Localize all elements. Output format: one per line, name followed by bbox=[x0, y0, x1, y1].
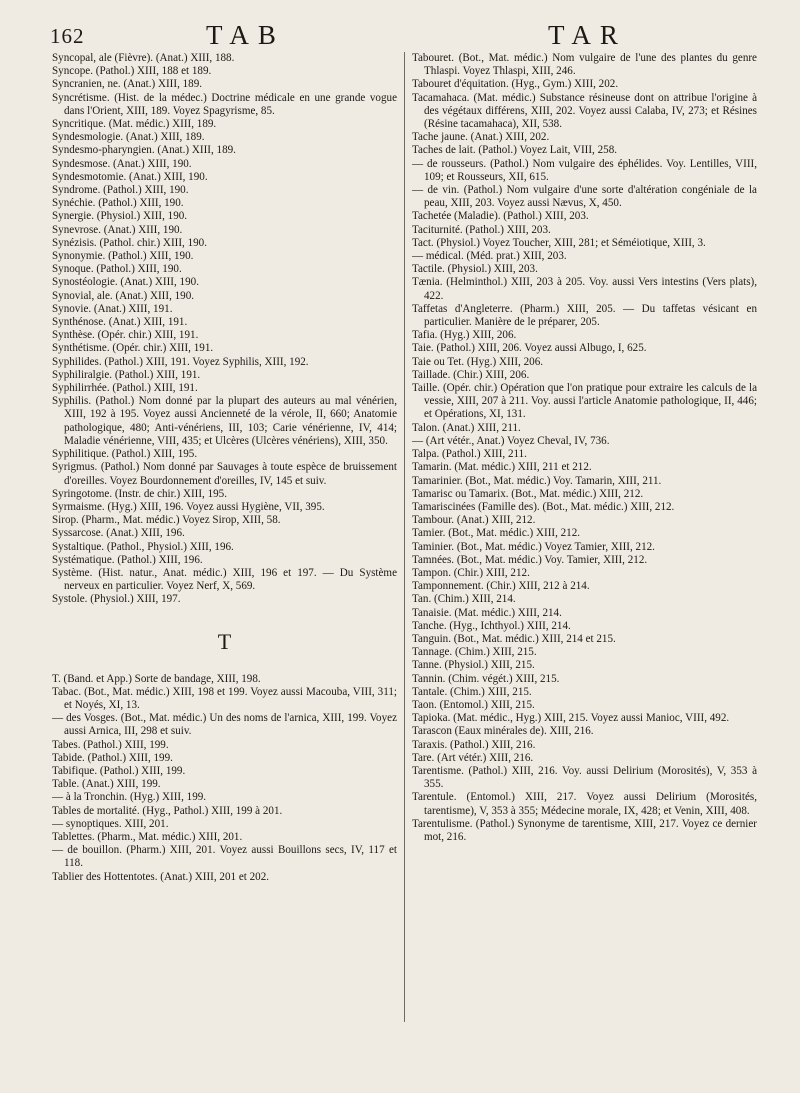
index-entry: Syrmaisme. (Hyg.) XIII, 196. Voyez aussi Hygiène, VII, 395. bbox=[52, 500, 325, 513]
index-entry: — synoptiques. XIII, 201. bbox=[52, 817, 169, 830]
index-entry: — à la Tronchin. (Hyg.) XIII, 199. bbox=[52, 791, 207, 804]
index-entry: Synézisis. (Pathol. chir.) XIII, 190. bbox=[52, 236, 207, 249]
index-entry: Tampon. (Chir.) XIII, 212. bbox=[412, 566, 530, 579]
index-entry: Tarentulisme. (Pathol.) Synonyme de tarentisme, XIII, 217. Voyez ce dernier mot, 216. bbox=[412, 817, 757, 843]
index-entry: Tabide. (Pathol.) XIII, 199. bbox=[52, 751, 173, 764]
index-entry: Tachetée (Maladie). (Pathol.) XIII, 203. bbox=[412, 210, 589, 223]
index-entry: Tanguin. (Bot., Mat. médic.) XIII, 214 et 215. bbox=[412, 632, 616, 645]
index-entry: Tarentule. (Entomol.) XIII, 217. Voyez aussi Delirium (Morosités, tarentisme), V, 353 à 355; Médecine morale, IX, 428; et Venin, XIII, 408. bbox=[412, 791, 757, 817]
index-entry: Syssarcose. (Anat.) XIII, 196. bbox=[52, 527, 185, 540]
index-entry: Taille. (Opér. chir.) Opération que l'on pratique pour extraire les calculs de la vessie, XIII, 207 à 211. Voy. aussi l'article Anatomie pathologique, II, 446; et Opérations, XI, 131. bbox=[412, 382, 757, 421]
index-entry: Tanaisie. (Mat. médic.) XIII, 214. bbox=[412, 606, 562, 619]
index-entry: Syncopal, ale (Fièvre). (Anat.) XIII, 188. bbox=[52, 52, 235, 64]
index-entry: Syndrome. (Pathol.) XIII, 190. bbox=[52, 184, 189, 197]
index-entry: Taie ou Tet. (Hyg.) XIII, 206. bbox=[412, 355, 544, 368]
index-entry: Synergie. (Physiol.) XIII, 190. bbox=[52, 210, 188, 223]
index-entry: Synthèse. (Opér. chir.) XIII, 191. bbox=[52, 329, 199, 342]
page-number: 162 bbox=[50, 24, 85, 48]
column-divider bbox=[404, 52, 405, 1022]
index-entry: Talpa. (Pathol.) XIII, 211. bbox=[412, 448, 527, 461]
index-entry: Syphilides. (Pathol.) XIII, 191. Voyez Syphilis, XIII, 192. bbox=[52, 355, 309, 368]
index-entry: — de vin. (Pathol.) Nom vulgaire d'une sorte d'altération congéniale de la peau, XIII, 203. Voyez aussi Nævus, X, 450. bbox=[412, 184, 757, 210]
index-entry: Tare. (Art vétér.) XIII, 216. bbox=[412, 751, 534, 764]
index-entry: Tabouret. (Bot., Mat. médic.) Nom vulgaire de l'une des plantes du genre Thlaspi. Voyez Thlaspi, XIII, 246. bbox=[412, 52, 757, 78]
index-entry: Syphilis. (Pathol.) Nom donné par la plupart des auteurs au mal vénérien, XIII, 192 à 195. Voyez aussi Ancienneté de la vérole, II, 660; Anatomie pathologique, 480; Anti-vénériens, III, 103; Carie vénérienne, IV, 414; Maladie vénérienne, VIII, 435; et Ulcères (Ulcères vénériens), XIII, 350. bbox=[52, 395, 397, 447]
index-entry: Tænia. (Helminthol.) XIII, 203 à 205. Voy. aussi Vers intestins (Vers plats), 422. bbox=[412, 276, 757, 302]
index-entry: Tabes. (Pathol.) XIII, 199. bbox=[52, 738, 169, 751]
index-entry: Tanche. (Hyg., Ichthyol.) XIII, 214. bbox=[412, 619, 571, 632]
index-entry: Taminier. (Bot., Mat. médic.) Voyez Tamier, XIII, 212. bbox=[412, 540, 655, 553]
index-entry: Tamier. (Bot., Mat. médic.) XIII, 212. bbox=[412, 527, 581, 540]
index-entry: Synovie. (Anat.) XIII, 191. bbox=[52, 302, 173, 315]
index-entry: Synevrose. (Anat.) XIII, 190. bbox=[52, 223, 183, 236]
index-entry: Tact. (Physiol.) Voyez Toucher, XIII, 281; et Séméiotique, XIII, 3. bbox=[412, 236, 706, 249]
index-entry: Tannage. (Chim.) XIII, 215. bbox=[412, 646, 537, 659]
index-entry: Tache jaune. (Anat.) XIII, 202. bbox=[412, 131, 550, 144]
index-entry: Tapioka. (Mat. médic., Hyg.) XIII, 215. Voyez aussi Manioc, VIII, 492. bbox=[412, 712, 730, 725]
index-entry: Table. (Anat.) XIII, 199. bbox=[52, 778, 161, 791]
index-entry: Syncope. (Pathol.) XIII, 188 et 189. bbox=[52, 65, 212, 78]
index-entry: Synoque. (Pathol.) XIII, 190. bbox=[52, 263, 182, 276]
index-entry: Taie. (Pathol.) XIII, 206. Voyez aussi Albugo, I, 625. bbox=[412, 342, 647, 355]
index-entries-ta bbox=[412, 52, 757, 844]
index-entry: Taon. (Entomol.) XIII, 215. bbox=[412, 698, 535, 711]
index-entry: Syndesmose. (Anat.) XIII, 190. bbox=[52, 157, 192, 170]
left-column bbox=[52, 52, 397, 884]
index-entry: Synonymie. (Pathol.) XIII, 190. bbox=[52, 250, 194, 263]
index-entry: Tamarin. (Mat. médic.) XIII, 211 et 212. bbox=[412, 461, 592, 474]
index-entry: Syphilitique. (Pathol.) XIII, 195. bbox=[52, 448, 198, 461]
index-entry: Tantale. (Chim.) XIII, 215. bbox=[412, 685, 532, 698]
index-entries-t bbox=[52, 673, 397, 884]
index-entry: Tamarisc ou Tamarix. (Bot., Mat. médic.) XIII, 212. bbox=[412, 487, 644, 500]
index-entry: Tablettes. (Pharm., Mat. médic.) XIII, 201. bbox=[52, 830, 243, 843]
index-entry: Tamariscinées (Famille des). (Bot., Mat. médic.) XIII, 212. bbox=[412, 500, 675, 513]
index-entry: Tafia. (Hyg.) XIII, 206. bbox=[412, 329, 517, 342]
index-entry: Syphiliralgie. (Pathol.) XIII, 191. bbox=[52, 368, 201, 381]
index-entry: Syndesmo-pharyngien. (Anat.) XIII, 189. bbox=[52, 144, 236, 157]
index-entry: Tan. (Chim.) XIII, 214. bbox=[412, 593, 516, 606]
index-entry: Tarentisme. (Pathol.) XIII, 216. Voy. aussi Delirium (Morosités), V, 353 à 355. bbox=[412, 764, 757, 791]
section-letter-t: T bbox=[217, 628, 232, 654]
right-column bbox=[412, 52, 757, 844]
index-entry: T. (Band. et App.) Sorte de bandage, XIII, 198. bbox=[52, 672, 261, 685]
index-entry: Syncranien, ne. (Anat.) XIII, 189. bbox=[52, 78, 203, 91]
index-entry: Tactile. (Physiol.) XIII, 203. bbox=[412, 263, 538, 276]
index-entry: — (Art vétér., Anat.) Voyez Cheval, IV, 736. bbox=[412, 434, 610, 447]
index-entry: Taches de lait. (Pathol.) Voyez Lait, VIII, 258. bbox=[412, 144, 618, 157]
index-entry: Syndesmotomie. (Anat.) XIII, 190. bbox=[52, 170, 208, 183]
running-head-left: TAB bbox=[206, 20, 285, 50]
index-entry: Tanne. (Physiol.) XIII, 215. bbox=[412, 659, 535, 672]
index-entry: Syncritique. (Mat. médic.) XIII, 189. bbox=[52, 118, 217, 131]
index-entry: Taillade. (Chir.) XIII, 206. bbox=[412, 368, 530, 381]
index-entry: Syringotome. (Instr. de chir.) XIII, 195. bbox=[52, 487, 228, 500]
index-entry: Systaltique. (Pathol., Physiol.) XIII, 196. bbox=[52, 540, 234, 553]
index-entry: Tabouret d'équitation. (Hyg., Gym.) XIII, 202. bbox=[412, 78, 619, 91]
running-head-right: TAR bbox=[548, 20, 627, 50]
index-entry: Taraxis. (Pathol.) XIII, 216. bbox=[412, 738, 536, 751]
index-entry: — médical. (Méd. prat.) XIII, 203. bbox=[412, 250, 567, 263]
index-entry: Syrigmus. (Pathol.) Nom donné par Sauvages à toute espèce de bruissement d'oreilles. Voyez Bourdonnement d'oreilles, IV, 145 et suiv. bbox=[52, 461, 397, 487]
index-entry: Sirop. (Pharm., Mat. médic.) Voyez Sirop, XIII, 58. bbox=[52, 514, 281, 527]
index-entry: — de rousseurs. (Pathol.) Nom vulgaire des éphélides. Voy. Lentilles, VIII, 109; et Rousseurs, XII, 615. bbox=[412, 157, 757, 183]
index-entry: Taffetas d'Angleterre. (Pharm.) XIII, 205. — Du taffetas vésicant en particulier. Manière de le préparer, 205. bbox=[412, 302, 757, 329]
index-entry: — des Vosges. (Bot., Mat. médic.) Un des noms de l'arnica, XIII, 199. Voyez aussi Arnica, III, 298 et suiv. bbox=[52, 712, 397, 738]
index-entry: Synostéologie. (Anat.) XIII, 190. bbox=[52, 276, 199, 289]
index-entry: Tannin. (Chim. végét.) XIII, 215. bbox=[412, 672, 560, 685]
index-entry: Tacamahaca. (Mat. médic.) Substance résineuse dont on attribue l'origine à des végétaux différens, XIII, 202. Voyez aussi Calaba, IV, 273; et Résines (Résine tacamahaca), XII, 538. bbox=[412, 91, 757, 131]
index-entry: — de bouillon. (Pharm.) XIII, 201. Voyez aussi Bouillons secs, IV, 117 et 118. bbox=[52, 844, 397, 870]
index-entry: Syncrétisme. (Hist. de la médec.) Doctrine médicale en une grande vogue dans l'Orient, XIII, 189. Voyez Spagyrisme, 85. bbox=[52, 91, 397, 117]
index-entry: Taciturnité. (Pathol.) XIII, 203. bbox=[412, 223, 551, 236]
index-entry: Système. (Hist. natur., Anat. médic.) XIII, 196 et 197. — Du Système nerveux en particulier. Voyez Nerf, X, 569. bbox=[52, 566, 397, 593]
page-header bbox=[0, 20, 800, 54]
index-entry: Synthénose. (Anat.) XIII, 191. bbox=[52, 316, 188, 329]
index-entries-s bbox=[52, 52, 397, 607]
index-entry: Syndesmologie. (Anat.) XIII, 189. bbox=[52, 131, 205, 144]
index-entry: Systole. (Physiol.) XIII, 197. bbox=[52, 593, 181, 606]
index-entry: Talon. (Anat.) XIII, 211. bbox=[412, 421, 521, 434]
index-entry: Tarascon (Eaux minérales de). XIII, 216. bbox=[412, 725, 594, 738]
index-entry: Synovial, ale. (Anat.) XIII, 190. bbox=[52, 289, 195, 302]
index-entry: Systématique. (Pathol.) XIII, 196. bbox=[52, 553, 203, 566]
index-entry: Syphilirrhée. (Pathol.) XIII, 191. bbox=[52, 382, 198, 395]
index-entry: Tamnées. (Bot., Mat. médic.) Voy. Tamier, XIII, 212. bbox=[412, 553, 648, 566]
index-entry: Tabac. (Bot., Mat. médic.) XIII, 198 et 199. Voyez aussi Macouba, VIII, 311; et Noyés, XI, 13. bbox=[52, 685, 397, 711]
index-entry: Tables de mortalité. (Hyg., Pathol.) XIII, 199 à 201. bbox=[52, 804, 283, 817]
index-entry: Tambour. (Anat.) XIII, 212. bbox=[412, 514, 536, 527]
index-entry: Tamarinier. (Bot., Mat. médic.) Voy. Tamarin, XIII, 211. bbox=[412, 474, 662, 487]
index-entry: Tablier des Hottentotes. (Anat.) XIII, 201 et 202. bbox=[52, 870, 270, 883]
index-entry: Synéchie. (Pathol.) XIII, 190. bbox=[52, 197, 184, 210]
index-entry: Tamponnement. (Chir.) XIII, 212 à 214. bbox=[412, 580, 590, 593]
index-entry: Synthétisme. (Opér. chir.) XIII, 191. bbox=[52, 342, 214, 355]
index-entry: Tabifique. (Pathol.) XIII, 199. bbox=[52, 764, 186, 777]
